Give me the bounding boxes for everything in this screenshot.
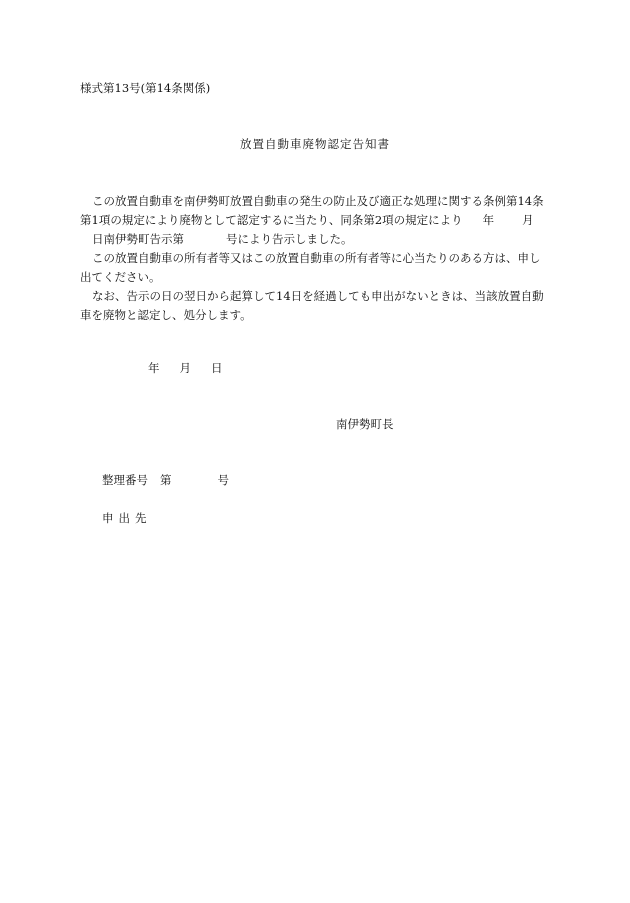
paragraph-2-line-1: この放置自動車の所有者等又はこの放置自動車の所有者等に心当たりのある方は、申し — [92, 251, 541, 265]
issuer-name: 南伊勢町長 — [336, 417, 394, 431]
issue-date — [148, 360, 223, 376]
reference-number — [102, 472, 229, 488]
form-number: 様式第13号(第14条関係) — [80, 81, 211, 95]
apply-to-label: 申出先 — [102, 511, 152, 525]
notice-month-label: 月 — [522, 213, 534, 227]
issue-date-day: 日 — [211, 361, 223, 375]
paragraph-2-line-2: 出てください。 — [80, 270, 161, 284]
reference-number-prefix: 第 — [160, 473, 172, 487]
issue-date-month: 月 — [179, 361, 191, 375]
issue-date-year: 年 — [148, 361, 160, 375]
reference-number-label: 整理番号 — [102, 473, 148, 487]
document-title: 放置自動車廃物認定告知書 — [240, 137, 390, 151]
notice-body — [80, 192, 550, 325]
notice-year-label: 年 — [482, 213, 495, 227]
paragraph-3-line-1: なお、告示の日の翌日から起算して14日を経過しても申出がないときは、当該放置自動 — [92, 289, 544, 303]
paragraph-1-line-2-text: 第1項の規定により廃物として認定するに当たり、同条第2項の規定により — [80, 213, 463, 227]
paragraph-1-line-3 — [80, 230, 550, 249]
paragraph-3-line-2: 車を廃物と認定し、処分します。 — [80, 308, 252, 322]
paragraph-1-line-2 — [80, 211, 550, 230]
notice-announcement-prefix: 日南伊勢町告示第 — [92, 232, 184, 246]
paragraph-1-line-1: この放置自動車を南伊勢町放置自動車の発生の防止及び適正な処理に関する条例第14条 — [92, 194, 544, 208]
reference-number-suffix: 号 — [217, 473, 229, 487]
notice-announcement-suffix: 号により告示しました。 — [226, 232, 353, 246]
